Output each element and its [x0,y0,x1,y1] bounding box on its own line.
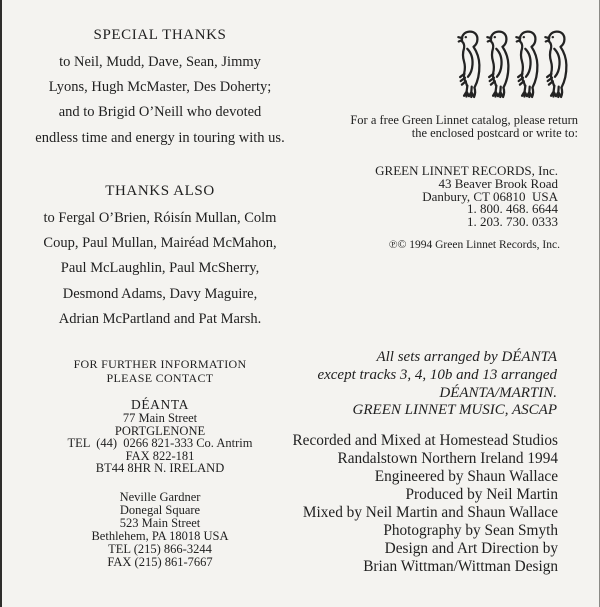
text-line: Paul McLaughlin, Paul McSherry, [60,260,260,277]
copyright-line: ℗© 1994 Green Linnet Records, Inc. [388,239,560,251]
text-line: 523 Main Street [119,516,201,530]
text-line: DÉANTA/MARTIN. [439,384,557,401]
text-line: Recorded and Mixed at Homestead Studios [292,432,558,449]
production-credits [218,432,558,576]
text-line: GREEN LINNET RECORDS, Inc. [375,163,558,178]
text-line: 1. 800. 468. 6644 [467,201,558,217]
text-line: Design and Art Direction by [384,540,558,557]
text-line: Engineered by Shaun Wallace [374,468,558,485]
text-line: 77 Main Street [122,411,198,425]
text-line: Desmond Adams, Davy Maguire, [62,285,258,302]
text-line: and to Brigid O’Neill who devoted [58,104,262,121]
text-line: to Neil, Mudd, Dave, Sean, Jimmy [59,54,261,70]
text-line: Adrian McPartland and Pat Marsh. [58,310,262,327]
text-line: PORTGLENONE [114,423,206,438]
catalog-note-line2: the enclosed postcard or write to: [411,125,578,140]
text-line: TEL (215) 866-3244 [108,542,212,556]
thanks-also-title: THANKS ALSO [105,183,215,199]
text-line: Coup, Paul Mullan, Mairéad McMahon, [43,235,277,252]
text-line: Donegal Square [119,503,201,517]
text-line: Danbury, CT 06810 USA [422,188,558,204]
catalog-note-line1: For a free Green Linnet catalog, please return [350,113,578,127]
text-line: GREEN LINNET MUSIC, ASCAP [352,402,557,419]
text-line: Mixed by Neil Martin and Shaun Wallace [302,504,558,521]
text-line: Randalstown Northern Ireland 1994 [337,450,558,467]
catalog-note [248,114,578,140]
scan-edge-left [0,0,2,607]
text-line: BT44 8HR N. IRELAND [95,461,225,476]
further-info-title-line1: FOR FURTHER INFORMATION [73,357,247,371]
text-line: 1. 203. 730. 0333 [467,214,558,230]
text-line: endless time and energy in touring with us. [35,129,285,146]
text-line: Photography by Sean Smyth [383,522,558,539]
text-line: Lyons, Hugh McMaster, Des Doherty; [48,79,272,96]
text-line: Produced by Neil Martin [405,486,558,503]
green-linnet-address [238,165,558,229]
deanta-contact-name: DÉANTA [130,397,189,412]
special-thanks-title: SPECIAL THANKS [93,27,227,43]
text-line: Neville Gardner [119,490,201,504]
further-info-title-line2: PLEASE CONTACT [106,371,214,385]
green-linnet-birds-logo [455,29,571,100]
text-line: except tracks 3, 4, 10b and 13 arranged [317,366,557,383]
text-line: FAX 822-181 [125,448,195,463]
text-line: to Fergal O’Brien, Róisín Mullan, Colm [43,210,277,226]
arrangement-credits [227,349,557,420]
text-line: FAX (215) 861-7667 [107,555,213,569]
linnet-birds-icon [455,29,571,100]
text-line: 43 Beaver Brook Road [438,175,558,191]
text-line: Brian Wittman/Wittman Design [363,558,558,575]
text-line: All sets arranged by DÉANTA [376,349,557,365]
text-line: Bethlehem, PA 18018 USA [91,529,229,543]
text-line: TEL (44) 0266 821-333 Co. Antrim [67,436,253,451]
